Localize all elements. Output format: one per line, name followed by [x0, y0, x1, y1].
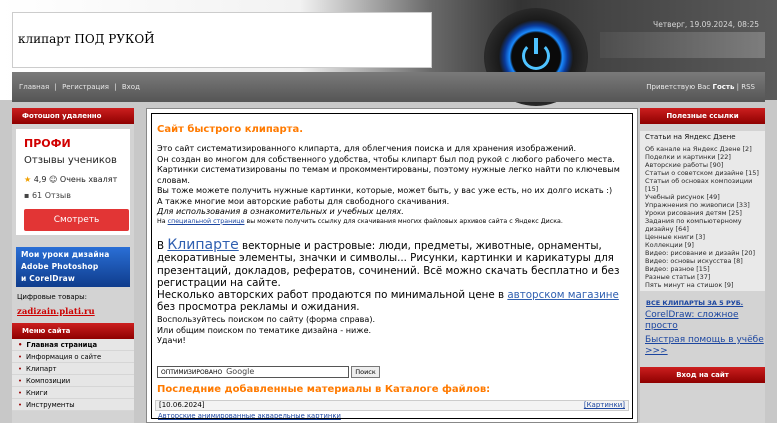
ad-brand: ПРОФИ [24, 137, 71, 150]
nav-login[interactable]: Вход [121, 83, 140, 91]
category-link[interactable]: Статьи о советском дизайне [15] [645, 169, 759, 177]
banner-line: и CorelDraw [21, 274, 75, 283]
search-hint-1: Воспользуйтесь поиском по сайту (форма справа). [157, 314, 376, 324]
block-title-menu: Меню сайта [12, 323, 134, 339]
category-link[interactable]: Авторские работы [90] [645, 161, 724, 169]
site-title[interactable]: клипарт ПОД РУКОЙ [18, 32, 155, 46]
search-button[interactable]: Поиск [351, 366, 380, 378]
header-gloss [600, 32, 765, 58]
nav-links [19, 83, 143, 91]
clipart-description [157, 239, 627, 314]
ad-reviews-count: 61 Отзыв [31, 191, 71, 200]
power-icon-bar [534, 38, 538, 54]
nav-separator: | [54, 83, 57, 91]
category-link[interactable]: Упражнения по живописи [33] [645, 201, 750, 209]
ad-subtitle: Отзывы учеников [24, 155, 117, 166]
file-category-link[interactable]: [Картинки] [583, 401, 625, 409]
nav-separator: | [736, 83, 739, 91]
intro-p5: А также многие мои авторские работы для свободного скачивания. [157, 195, 450, 206]
google-search [157, 366, 380, 378]
intro-p4: Вы тоже можете получить нужные картинки, которые, может быть, у вас уже есть, но их долго искать :) [157, 185, 613, 195]
category-link[interactable]: Видео: основы искусства [8] [645, 257, 743, 265]
ad-view-button[interactable]: Смотреть [24, 209, 129, 231]
digital-goods-label: Цифровые товары: [17, 293, 87, 301]
search-hint-3: Удачи! [157, 335, 186, 345]
ad-rating [24, 175, 117, 184]
category-link[interactable]: Поделки и картинки [22] [645, 153, 731, 161]
all-clipart-link[interactable]: ВСЕ КЛИПАРТЫ ЗА 5 РУБ. [646, 299, 744, 307]
greeting [646, 83, 755, 91]
nav-register[interactable]: Регистрация [62, 83, 110, 91]
category-link[interactable]: Видео: рисование и дизайн [20] [645, 249, 755, 257]
intro-p3: Картинки систематизированы по темам и прокомментированы, поэтому нужные легко найти по ключевым словам. [157, 164, 620, 185]
search-label: ОПТИМИЗИРОВАНО [161, 369, 223, 376]
menu-item-compositions[interactable]: • Композиции [12, 375, 134, 387]
profi-ad[interactable] [16, 129, 130, 235]
menu-item-books[interactable]: • Книги [12, 387, 134, 399]
intro-p7 [157, 217, 627, 226]
category-link[interactable]: Коллекции [9] [645, 241, 694, 249]
author-shop-link[interactable]: авторском магазине [507, 289, 619, 302]
left-sidebar [12, 108, 134, 423]
menu-item-home[interactable]: • Главная страница [12, 339, 134, 351]
site-menu [12, 339, 134, 411]
category-link[interactable]: Об канале на Яндекс Дзене [2] [645, 145, 752, 153]
ad-reviews [24, 191, 71, 200]
intro-p2: Он создан во многом для собственного удобства, чтобы клипарт был под рукой с любого рабочего места. [157, 153, 615, 164]
special-page-link[interactable]: специальной странице [167, 217, 245, 225]
greeting-prefix: Приветствую Вас [646, 83, 711, 91]
big-pre: В [157, 240, 165, 252]
smile-icon: ☺ [49, 175, 58, 184]
latest-files-title: Последние добавленные материалы в Каталоге файлов: [157, 384, 491, 395]
comment-icon: ▪ [24, 191, 30, 200]
google-logo: Google [226, 367, 255, 376]
banner-line: Adobe Photoshop [21, 262, 99, 271]
search-hint-2: Или общим поиском по тематике дизайна - ниже. [157, 324, 372, 335]
shop-pre: Несколько авторских работ продаются по минимальной цене в [157, 289, 505, 302]
banner-line: Мои уроки дизайна [21, 250, 110, 259]
intro-p7-post: вы можете получить ссылку для скачивания многих файловых архивов сайта с Яндекс Диска. [246, 217, 563, 225]
intro-p6: Для использования в ознакомительных и учебных целях. [157, 206, 404, 216]
block-title-login: Вход на сайт [640, 367, 765, 383]
category-link[interactable]: Ценные книги [3] [645, 233, 706, 241]
coreldraw-link[interactable]: CorelDraw: сложное просто [645, 310, 739, 331]
category-link[interactable]: Видео: разное [15] [645, 265, 710, 273]
ad-rating-value: 4,9 [33, 175, 47, 184]
store-link[interactable]: zadizain.plati.ru [17, 307, 95, 317]
clipart-link[interactable]: Клипарте [167, 237, 239, 253]
page-title: Сайт быстрого клипарта. [157, 124, 304, 135]
category-link[interactable]: Статьи об основах композиции [15] [645, 177, 753, 193]
right-sidebar [640, 108, 765, 423]
content-frame [151, 113, 633, 419]
menu-item-tools[interactable]: • Инструменты [12, 399, 134, 411]
category-link[interactable]: Учебный рисунок [49] [645, 193, 720, 201]
nav-home[interactable]: Главная [19, 83, 50, 91]
nav-separator: | [114, 83, 117, 91]
rss-link[interactable]: RSS [741, 83, 755, 91]
zen-title[interactable]: Статьи на Яндекс Дзене [645, 133, 736, 141]
study-help-link[interactable]: Быстрая помощь в учёбе >>> [645, 335, 764, 356]
menu-item-info[interactable]: • Информация о сайте [12, 351, 134, 363]
category-link[interactable]: Уроки рисования детям [25] [645, 209, 742, 217]
intro-p1: Это сайт систематизированного клипарта, для облегчения поиска и для хранения изображений. [157, 143, 577, 153]
star-icon: ★ [24, 175, 32, 184]
category-list [645, 145, 760, 289]
google-search-input[interactable] [157, 366, 349, 378]
shop-line [157, 289, 627, 314]
category-link[interactable]: Разные статьи [37] [645, 273, 711, 281]
search-hint [157, 314, 627, 346]
block-title-photoshop: Фотошоп удаленно [12, 108, 134, 124]
greeting-user: Гость [712, 83, 735, 91]
shop-post: без просмотра рекламы и ожидания. [157, 301, 360, 314]
block-title-useful: Полезные ссылки [640, 108, 765, 124]
useful-links [640, 131, 765, 291]
category-link[interactable]: Пять минут на стишок [9] [645, 281, 734, 289]
lessons-banner[interactable] [16, 247, 130, 287]
file-title-link[interactable]: Авторские анимированные акварельные картинки [158, 412, 341, 420]
main-content [146, 108, 638, 423]
big-text: векторные и растровые: люди, предметы, животные, орнаменты, декоративные элементы, значки и символы... Рисунки, картинки и карикатуры для презентаций, докладов, рефератов, сочинений. Всё можно скачать бесплатно и без регистрации на сайте. [157, 240, 620, 289]
menu-item-clipart[interactable]: • Клипарт [12, 363, 134, 375]
top-nav [12, 72, 765, 102]
intro-p7-pre: На [157, 217, 166, 225]
file-row [155, 400, 629, 411]
current-date: Четверг, 19.09.2024, 08:25 [653, 20, 759, 29]
ad-rating-text: Очень хвалят [59, 175, 118, 184]
intro-text [157, 143, 627, 226]
file-date: [10.06.2024] [159, 401, 205, 409]
category-link[interactable]: Задания по компьютерному дизайну [64] [645, 217, 742, 233]
